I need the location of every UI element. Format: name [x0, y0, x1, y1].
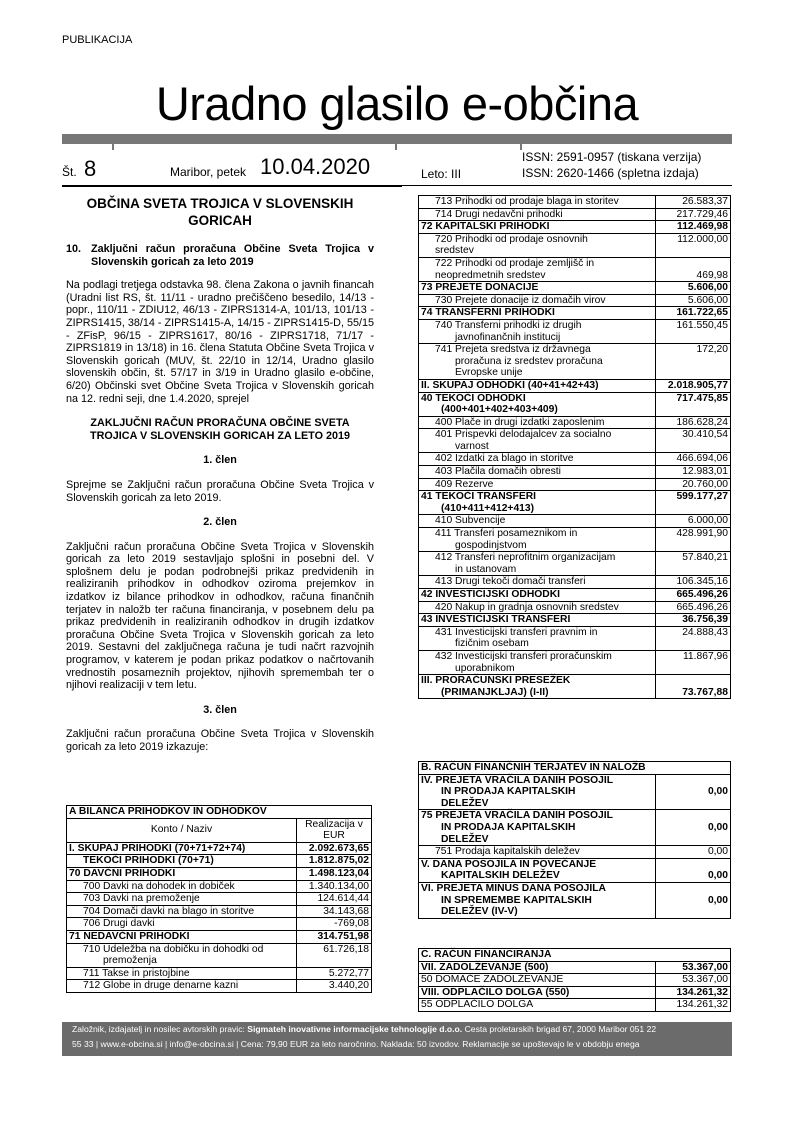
table-b-financial-claims [418, 761, 731, 919]
issue-number-label: Št. [62, 165, 77, 179]
table-row-label: 704 Domači davki na blago in storitve [67, 905, 297, 918]
issue-info-row [62, 150, 732, 184]
table-row-label: 401 Prispevki delodajalcev za socialno varnost [419, 429, 656, 453]
item-number: 10. [66, 243, 82, 255]
table-row-label: IV. PREJETA VRAČILA DANIH POSOJIL IN PRODAJA KAPITALSKIH DELEŽEV [419, 774, 656, 810]
table-row-label: 41 TEKOČI TRANSFERI (410+411+412+413) [419, 491, 656, 515]
article-1-heading: 1. člen [203, 454, 237, 467]
article-1-text: Sprejme se Zaključni račun proračuna Občine Sveta Trojica v Slovenskih goricah za leto 2019. [66, 478, 374, 504]
table-row-label: 412 Transferi neprofitnim organizacijam in ustanovam [419, 552, 656, 576]
table-row-label: 431 Investicijski transferi pravnim in fizičnim osebam [419, 626, 656, 650]
table-row-value: 0,00 [656, 810, 731, 846]
table-c-heading: C. RAČUN FINANCIRANJA [419, 949, 731, 962]
table-row-value: 26.583,37 [656, 196, 731, 209]
table-row-label: 409 Rezerve [419, 478, 656, 491]
table-row-label: VII. ZADOLŽEVANJE (500) [419, 961, 656, 974]
table-row-value: 11.867,96 [656, 650, 731, 674]
table-row-label: 706 Drugi davki [67, 918, 297, 931]
table-row-value: 12.983,01 [656, 466, 731, 479]
table-row-value: 599.177,27 [656, 491, 731, 515]
table-row-label: 40 TEKOČI ODHODKI (400+401+402+403+409) [419, 392, 656, 416]
publication-label: PUBLIKACIJA [62, 34, 133, 46]
table-row-value: 0,00 [656, 846, 731, 859]
table-row-value: 134.261,32 [656, 999, 731, 1012]
table-row-label: I. SKUPAJ PRIHODKI (70+71+72+74) [67, 842, 297, 855]
table-row-label: VIII. ODPLAČILO DOLGA (550) [419, 986, 656, 999]
table-row-value: 2.092.673,65 [297, 842, 372, 855]
col-konto-header: Konto / Naziv [67, 818, 297, 842]
table-row-label: 400 Plače in drugi izdatki zaposlenim [419, 416, 656, 429]
table-row-value: 161.722,65 [656, 307, 731, 320]
issn-print: ISSN: 2591-0957 (tiskana verzija) [522, 150, 702, 164]
table-row-value: 57.840,21 [656, 552, 731, 576]
col-realizacija-header: Realizacija v EUR [297, 818, 372, 842]
item-heading [66, 243, 374, 268]
table-row-value: 34.143,68 [297, 905, 372, 918]
table-row-label: 42 INVESTICIJSKI ODHODKI [419, 589, 656, 602]
table-row-label: 711 Takse in pristojbine [67, 967, 297, 980]
table-row-label: 751 Prodaja kapitalskih deležev [419, 846, 656, 859]
table-row-label: 70 DAVČNI PRIHODKI [67, 867, 297, 880]
header-divider [62, 186, 402, 187]
table-row-value: 469,98 [656, 257, 731, 281]
table-row-label: III. PRORAČUNSKI PRESEŽEK (PRIMANJKLJAJ) (I-II) [419, 675, 656, 699]
table-row-label: 714 Drugi nedavčni prihodki [419, 208, 656, 221]
article-column [66, 195, 374, 754]
table-row-label: 73 PREJETE DONACIJE [419, 282, 656, 295]
table-row-value: 717.475,85 [656, 392, 731, 416]
table-row-label: 402 Izdatki za blago in storitve [419, 453, 656, 466]
table-row-value: 161.550,45 [656, 319, 731, 343]
table-row-value: 61.726,18 [297, 943, 372, 967]
table-row-value: 112.000,00 [656, 233, 731, 257]
intro-paragraph: Na podlagi tretjega odstavka 98. člena Zakona o javnih financah (Uradni list RS, št. 11/11 - uradno prečiščeno besedilo, 14/13 - popr., 110/11 - ZDIU12, 46/13 - ZIPRS1314-A, 101/13, 101/13 - ZIPRS1415, 38/14 - ZIPRS1415-A, 14/15 - ZIPRS1415-D, 55/15 - ZFisP, 96/15 - ZIPRS1617, 80/16 - ZIPRS1718, 71/17 - ZIPRS1819 in 13/18) in 16. člena Statuta Občine Sveta Trojica v Slovenskih goricah (MUV, št. 22/10 in 12/14, Uradno glasilo slovenskih občin, št. 57/17 in 3/19 in Uradno glasilo e-občine, 6/20) Občinski svet Občine Sveta Trojica v Slovenskih goricah na 12. redni seji, dne 1.4.2020, sprejel [66, 279, 374, 405]
table-row-label: V. DANA POSOJILA IN POVEČANJE KAPITALSKIH DELEŽEV [419, 858, 656, 882]
table-b-heading: B. RAČUN FINANČNIH TERJATEV IN NALOŽB [419, 762, 731, 775]
table-row-value: 0,00 [656, 882, 731, 918]
issn-web: ISSN: 2620-1466 (spletna izdaja) [522, 166, 699, 180]
table-row-value: 73.767,88 [656, 675, 731, 699]
table-row-value: 24.888,43 [656, 626, 731, 650]
table-row-label: 740 Transferni prihodki iz drugih javnofinančnih institucij [419, 319, 656, 343]
table-row-label: 713 Prihodki od prodaje blaga in storitev [419, 196, 656, 209]
table-row-value: 36.756,39 [656, 614, 731, 627]
table-row-label: 420 Nakup in gradnja osnovnih sredstev [419, 601, 656, 614]
table-row-value: 5.272,77 [297, 967, 372, 980]
footer-line-2: 55 33 | www.e-obcina.si | info@e-obcina.si | Cena: 79,90 EUR za leto naročnino. Naklada: 50 izvodov. Reklamacije se upoštevajo le v obdobju enega [72, 1039, 640, 1049]
table-row-value: 2.018.905,77 [656, 379, 731, 392]
table-row-value: 134.261,32 [656, 986, 731, 999]
table-row-value: 124.614,44 [297, 893, 372, 906]
year-label: Leto: III [421, 167, 462, 181]
table-row-label: 700 Davki na dohodek in dobiček [67, 880, 297, 893]
table-row-value: 6.000,00 [656, 515, 731, 528]
publisher-footer [62, 1022, 732, 1056]
table-row-label: 432 Investicijski transferi proračunskim uporabnikom [419, 650, 656, 674]
table-row-label: 403 Plačila domačih obresti [419, 466, 656, 479]
issue-date: 10.04.2020 [260, 154, 371, 179]
table-row-value: 665.496,26 [656, 601, 731, 614]
table-row-value: 466.694,06 [656, 453, 731, 466]
table-row-label: 75 PREJETA VRAČILA DANIH POSOJIL IN PRODAJA KAPITALSKIH DELEŽEV [419, 810, 656, 846]
table-a-heading: A BILANCA PRIHODKOV IN ODHODKOV [67, 806, 372, 819]
table-row-label: 720 Prihodki od prodaje osnovnih sredstev [419, 233, 656, 257]
table-row-label: 741 Prejeta sredstva iz državnega proračuna iz sredstev proračuna Evropske unije [419, 344, 656, 380]
document-title: ZAKLJUČNI RAČUN PRORAČUNA OBČINE SVETA TROJICA V SLOVENSKIH GORICAH ZA LETO 2019 [90, 417, 350, 442]
item-title: Zaključni račun proračuna Občine Sveta Trojica v Slovenskih goricah za leto 2019 [91, 243, 374, 268]
table-row-value: 20.760,00 [656, 478, 731, 491]
table-row-label: 710 Udeležba na dobičku in dohodki od premoženja [67, 943, 297, 967]
table-row-label: 72 KAPITALSKI PRIHODKI [419, 221, 656, 234]
footer-line-1: Založnik, izdajatelj in nosilec avtorskih pravic: Sigmateh inovativne informacijske tehnologije d.o.o. Cesta proletarskih brigad 67, 2000 Maribor 051 22 [72, 1024, 657, 1034]
table-row-value: 112.469,98 [656, 221, 731, 234]
table-row-value: 53.367,00 [656, 961, 731, 974]
table-row-label: 722 Prihodki od prodaje zemljišč in neopredmetnih sredstev [419, 257, 656, 281]
table-a-balance [66, 805, 372, 993]
date-label: Maribor, petek [170, 165, 247, 179]
article-2-heading: 2. člen [203, 516, 237, 529]
table-row-label: 703 Davki na premoženje [67, 893, 297, 906]
table-row-value: 172,20 [656, 344, 731, 380]
table-row-label: VI. PREJETA MINUS DANA POSOJILA IN SPREMEMBE KAPITALSKIH DELEŽEV (IV-V) [419, 882, 656, 918]
table-row-value: 53.367,00 [656, 974, 731, 987]
municipality-heading: OBČINA SVETA TROJICA V SLOVENSKIH GORICAH [86, 196, 354, 228]
issue-number: 8 [84, 156, 97, 181]
table-row-label: 74 TRANSFERNI PRIHODKI [419, 307, 656, 320]
table-row-label: 71 NEDAVČNI PRIHODKI [67, 930, 297, 943]
table-row-value: 428.991,90 [656, 528, 731, 552]
table-row-label: 55 ODPLAČILO DOLGA [419, 999, 656, 1012]
table-row-value: 1.340.134,00 [297, 880, 372, 893]
table-row-label: 413 Drugi tekoči domači transferi [419, 576, 656, 589]
table-row-value: 1.812.875,02 [297, 855, 372, 868]
table-a-continued [418, 195, 731, 699]
table-row-value: 30.410,54 [656, 429, 731, 453]
masthead-rule [62, 134, 732, 144]
masthead-title: Uradno glasilo e-občina [155, 77, 639, 130]
table-row-label: 411 Transferi posameznikom in gospodinjstvom [419, 528, 656, 552]
table-row-value: 186.628,24 [656, 416, 731, 429]
table-row-value: 665.496,26 [656, 589, 731, 602]
article-2-text: Zaključni račun proračuna Občine Sveta Trojica v Slovenskih goricah za leto 2019 sestavljajo splošni in posebni del. V splošnem delu je podan podrobnejši prikaz predvidenih in realiziranih prihodkov in odhodkov oziroma prejemkov in izdatkov iz bilance prihodkov in odhodkov, računa finančnih terjatev in naložb ter računa financiranja, v posebnem delu pa prikaz predvidenih in realiziranih odhodkov in drugih izdatkov proračuna Občine Sveta Trojica v Slovenskih goricah za leto 2019. Sestavni del zaključnega računa je tudi načrt razvojnih programov, v katerem je podan prikaz podatkov o načrtovanih vrednostih posameznih projektov, njihovih spremembah ter o njihovi realizaciji v tem letu. [66, 540, 374, 692]
table-row-value: 5.606,00 [656, 294, 731, 307]
table-row-label: II. SKUPAJ ODHODKI (40+41+42+43) [419, 379, 656, 392]
table-row-value: 3.440,20 [297, 980, 372, 993]
table-row-label: 410 Subvencije [419, 515, 656, 528]
table-row-label: 50 DOMAČE ZADOLŽEVANJE [419, 974, 656, 987]
table-row-value: 0,00 [656, 858, 731, 882]
table-row-value: 1.498.123,04 [297, 867, 372, 880]
table-row-label: 730 Prejete donacije iz domačih virov [419, 294, 656, 307]
table-row-value: 217.729,46 [656, 208, 731, 221]
table-row-label: 712 Globe in druge denarne kazni [67, 980, 297, 993]
article-3-text: Zaključni račun proračuna Občine Sveta Trojica v Slovenskih goricah za leto 2019 izkazuje: [66, 728, 374, 753]
table-row-label: TEKOČI PRIHODKI (70+71) [67, 855, 297, 868]
table-c-financing [418, 948, 731, 1012]
article-3-heading: 3. člen [203, 703, 237, 716]
table-row-value: 314.751,98 [297, 930, 372, 943]
table-row-label: 43 INVESTICIJSKI TRANSFERI [419, 614, 656, 627]
table-row-value: 0,00 [656, 774, 731, 810]
table-row-value: 106.345,16 [656, 576, 731, 589]
table-row-value: 5.606,00 [656, 282, 731, 295]
table-row-value: -769,08 [297, 918, 372, 931]
